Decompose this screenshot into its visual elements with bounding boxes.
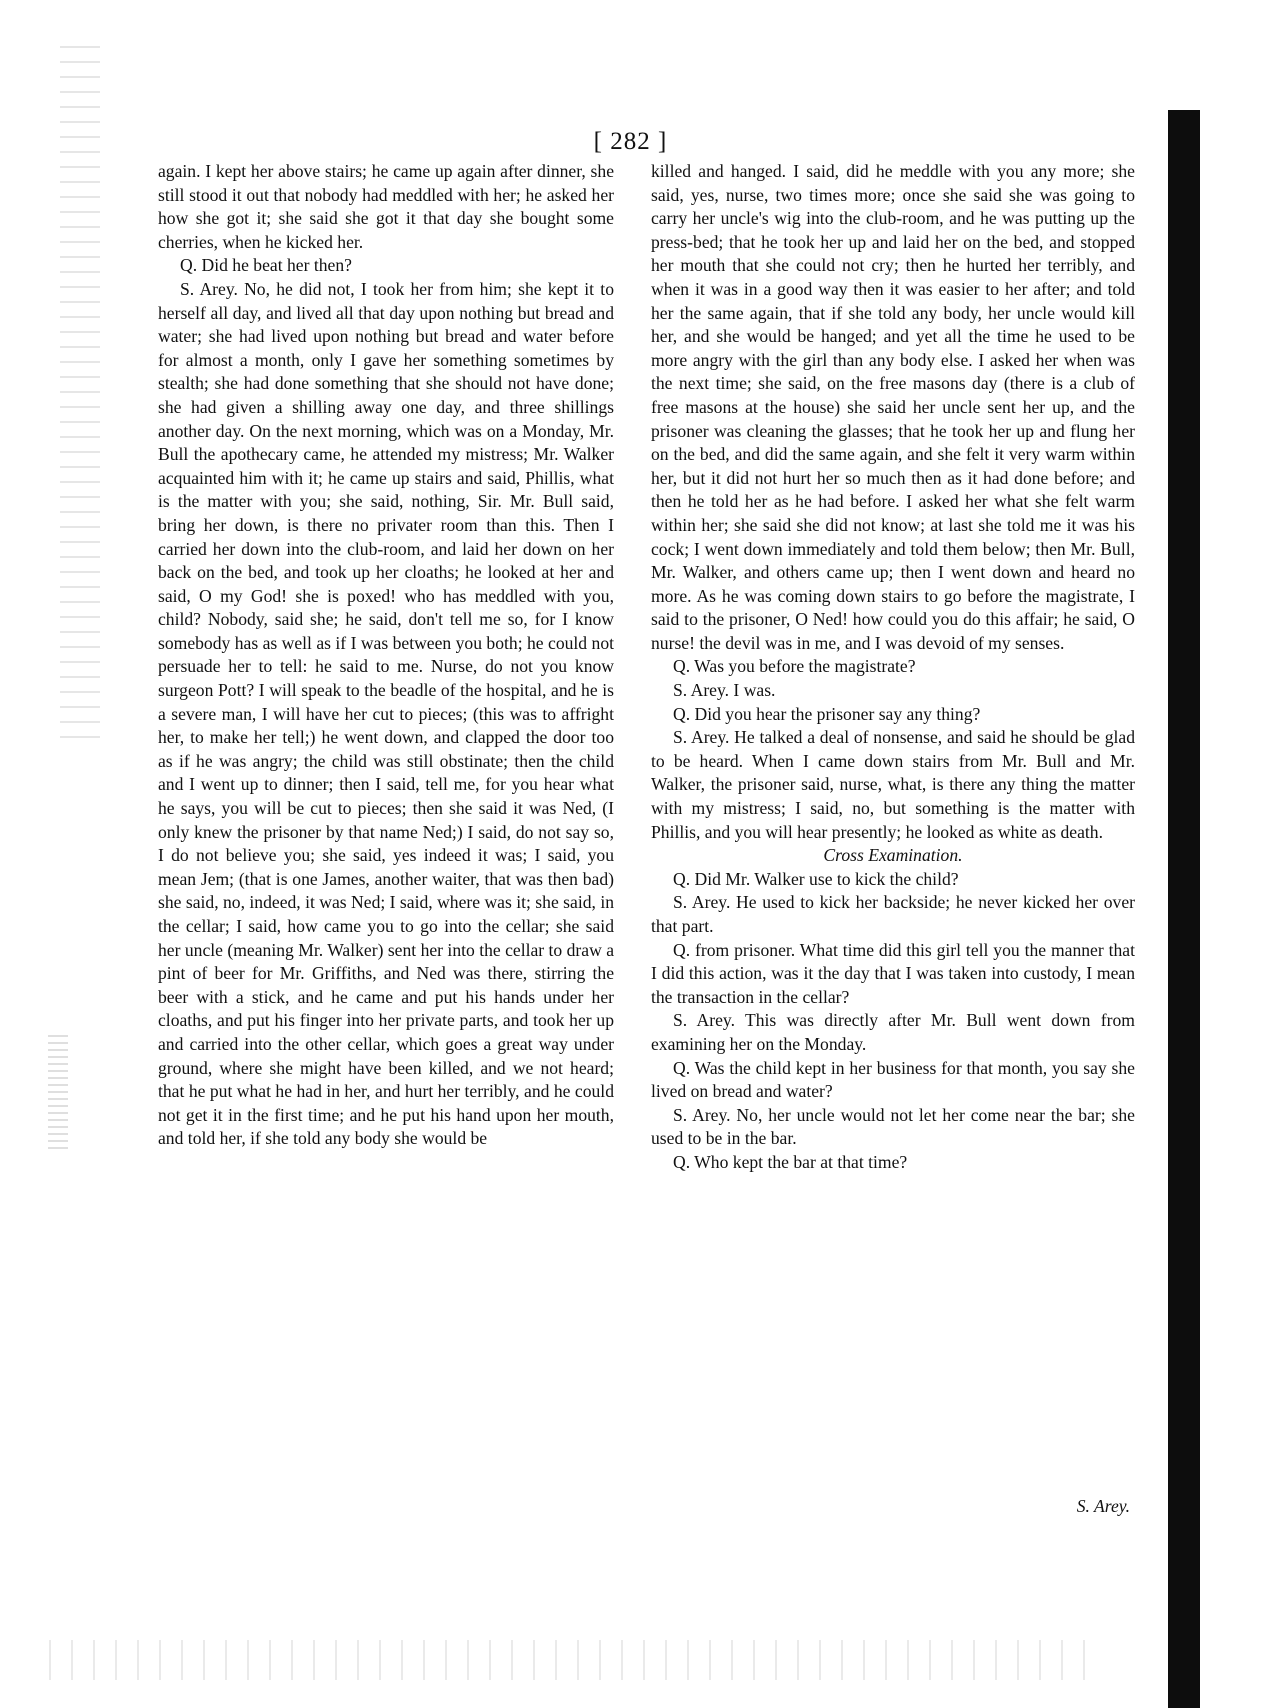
paragraph: again. I kept her above stairs; he came up again after dinner, she still stood it out that nobody had meddled with her; he asked her how she got it; she said she got it that day she bought some cherries, when he kicked her. (158, 161, 614, 252)
scan-binding-shadow (1168, 110, 1200, 1708)
question: Q. from prisoner. What time did this girl tell you the manner that I did this action, was it the day that I was taken into custody, I mean the transaction in the cellar? (651, 939, 1135, 1007)
scan-bottom-noise (40, 1640, 1100, 1680)
answer: S. Arey. No, he did not, I took her from him; she kept it to herself all day, and lived all that day upon nothing but bread and water; she had lived upon nothing but bread and water before for almost a month, only I gave her something sometimes by stealth; she had done something that she should not have done; she had given a shilling away one day, and three shillings another day. On the next morning, which was on a Monday, Mr. Bull the apothecary came, he attended my mistress; Mr. Walker acquainted him with it; he came up stairs and said, Phillis, what is the matter with you; she said, nothing, Sir. Mr. Bull said, bring her down, is there no privater room than this. Then I carried her down into the club-room, and laid her down on her back on the bed, and took up her cloaths; he looked at her and said, O my God! she is poxed! who has meddled with you, child? Nobody, said she; he said, don't tell me so, for I know somebody has as well as if I was between you both; he could not persuade her to tell: he said to me. Nurse, do not you know surgeon Pott? I will speak to the beadle of the hospital, and he is a severe man, I will have her cut to pieces; (this was to affright her, to make her tell;) he went down, and clapped the door too as if he was angry; the child was still obstinate; then the child and I went up to dinner; then I said, tell me, for you hear what he says, you will be cut to pieces; then she said it was Ned, (I only knew the prisoner by that name Ned;) I said, do not say so, I do not believe you; she said, yes indeed it was; I said, you mean Jem; (that is one James, another waiter, that was then bad) she said, no, indeed, it was Ned; I said, where was it; she said, in the cellar; I said, how came you to go into the cellar; she said her uncle (meaning Mr. Walker) sent her into the cellar to draw a pint of beer for Mr. Griffiths, and Ned was there, stirring the beer with a stick, and he came and put his hands under her cloaths, and put his finger into her private parts, and took her up and carried into the other cellar, which goes a great way under ground, where she might have been killed, and we not heard; that he put what he had in her, and hurt her terribly, and he could not get it in the first time; and he put his hand upon her mouth, and told her, if she told any body she would be (158, 278, 615, 1149)
question: Q. Who kept the bar at that time? (673, 1151, 908, 1172)
paragraph: killed and hanged. I said, did he meddle with you any more; she said, yes, nurse, two times more; once she said she was going to carry her uncle's wig into the club-room, and he was putting up the press-bed; that he took her up and laid her on the bed, and stopped her mouth that she could not cry; then he hurted her terribly, and when it was in a good way then it was easier to her after; and told her the same again, that if she told any body, her uncle would kill her, and she would be hanged; and yet all the time he used to be more angry with the girl than any body else. I asked her when was the next time; she said, on the free masons day (there is a club of free masons at the house) she said her uncle sent her up, and the prisoner was cleaning the glasses; that he took her up and flung her on the bed, and did the same again, and she felt it very warm within her, but it did not hurt her so much then as it had done before; and then he told her as he had before. I asked her what she felt warm within her; she said she did not know; at last she told me it was his cock; I went down immediately and told them below; then Mr. Bull, Mr. Walker, and others came up; then I went down and heard no more. As he was coming down stairs to go before the magistrate, I said to the prisoner, O Ned! how could you do this affair; he said, O nurse! the devil was in me, and I was devoid of my senses. (651, 161, 1135, 653)
scan-edge-noise (48, 1030, 68, 1150)
answer: S. Arey. This was directly after Mr. Bull went down from examining her on the Monday. (651, 1010, 1135, 1054)
right-column (651, 160, 1135, 1175)
question: Q. Was the child kept in her business for that month, you say she lived on bread and water? (651, 1057, 1135, 1102)
answer: S. Arey. He used to kick her backside; he never kicked her over that part. (651, 892, 1135, 936)
left-column (158, 160, 614, 1151)
question: Q. Did you hear the prisoner say any thing? (673, 703, 981, 724)
section-heading: Cross Examination. (823, 845, 963, 866)
question: Q. Was you before the magistrate? (673, 656, 916, 677)
catchword: S. Arey. (1076, 1496, 1130, 1516)
answer: S. Arey. No, her uncle would not let her come near the bar; she used to be in the bar. (651, 1104, 1135, 1149)
question: Q. Did Mr. Walker use to kick the child? (673, 868, 959, 889)
question: Q. Did he beat her then? (180, 255, 352, 276)
page-number: [ 282 ] (593, 128, 668, 155)
answer: S. Arey. I was. (673, 680, 776, 701)
answer: S. Arey. He talked a deal of nonsense, and said he should be glad to be heard. When I came down stairs from Mr. Bull and Mr. Walker, the prisoner said, nurse, what, is there any thing the matter with my mistress; I said, no, but something is the matter with Phillis, and you will hear presently; he looked as white as death. (651, 727, 1135, 842)
